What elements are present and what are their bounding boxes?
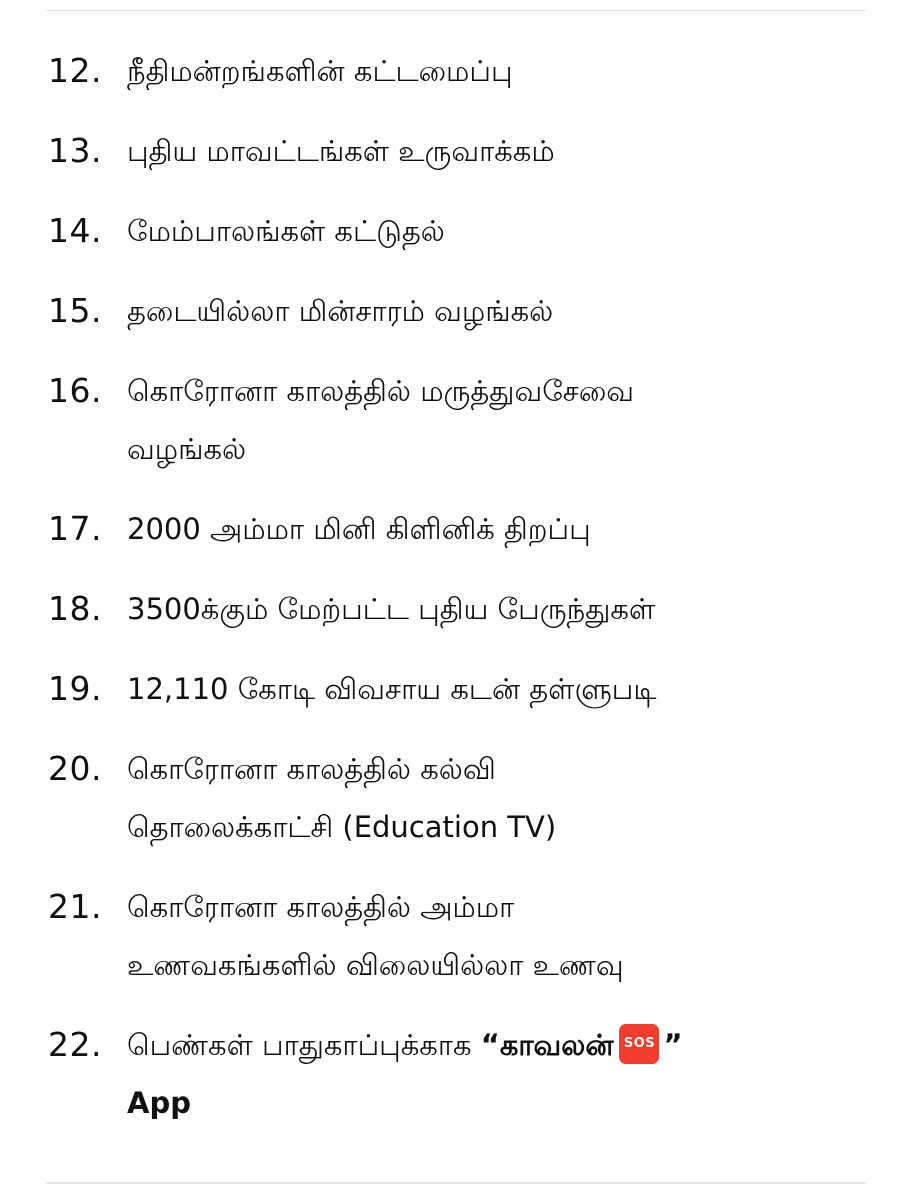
item-text (127, 42, 868, 100)
item-line: நீதிமன்றங்களின் கட்டமைப்பு (127, 54, 513, 88)
item-number: 15. (48, 291, 102, 330)
item-text (127, 362, 868, 478)
item-number: 19. (48, 669, 102, 708)
top-divider (46, 10, 866, 11)
item-text (127, 580, 868, 638)
close-quote: ” (663, 1028, 683, 1062)
item-number: 12. (48, 51, 102, 90)
item-line: மேம்பாலங்கள் கட்டுதல் (127, 214, 445, 248)
item-text (127, 282, 868, 340)
item-number: 16. (48, 371, 102, 410)
item-line: தொலைக்காட்சி (Education TV) (127, 810, 557, 844)
list-item (48, 282, 868, 340)
item-text-plain: பெண்கள் பாதுகாப்புக்காக (127, 1028, 481, 1062)
item-number: 18. (48, 589, 102, 628)
item-number: 21. (48, 887, 102, 926)
app-name-text: காவலன் (499, 1028, 614, 1062)
item-text (127, 878, 868, 994)
list-item (48, 660, 868, 718)
item-text (127, 740, 868, 856)
open-quote: “ (480, 1028, 500, 1062)
item-line: கொரோனா காலத்தில் மருத்துவசேவை (127, 374, 635, 408)
item-line: கொரோனா காலத்தில் கல்வி (127, 752, 496, 786)
item-line (127, 1016, 868, 1074)
item-line: உணவகங்களில் விலையில்லா உணவு (127, 948, 624, 982)
item-line: 12,110 கோடி விவசாய கடன் தள்ளுபடி (127, 672, 657, 706)
list-item (48, 500, 868, 558)
item-line: 3500க்கும் மேற்பட்ட புதிய பேருந்துகள் (127, 592, 656, 626)
item-text (127, 660, 868, 718)
numbered-list (48, 42, 868, 1154)
list-item (48, 122, 868, 180)
item-line: புதிய மாவட்டங்கள் உருவாக்கம் (127, 134, 555, 168)
item-text (127, 202, 868, 260)
item-number: 17. (48, 509, 102, 548)
item-text (127, 1016, 868, 1132)
item-line: தடையில்லா மின்சாரம் வழங்கல் (127, 294, 554, 328)
item-number: 20. (48, 749, 102, 788)
item-line: வழங்கல் (127, 432, 247, 466)
list-item (48, 362, 868, 478)
list-item (48, 580, 868, 638)
list-item (48, 42, 868, 100)
list-item (48, 740, 868, 856)
item-number: 13. (48, 131, 102, 170)
list-item (48, 1016, 868, 1132)
item-number: 22. (48, 1025, 102, 1064)
item-text (127, 122, 868, 180)
list-item (48, 202, 868, 260)
sos-emoji-icon: SOS (619, 1024, 659, 1064)
item-line: 2000 அம்மா மினி கிளினிக் திறப்பு (127, 512, 591, 546)
item-line: கொரோனா காலத்தில் அம்மா (127, 890, 515, 924)
item-number: 14. (48, 211, 102, 250)
bottom-divider (46, 1182, 866, 1184)
list-item (48, 878, 868, 994)
item-text (127, 500, 868, 558)
app-word-text: App (127, 1086, 191, 1120)
